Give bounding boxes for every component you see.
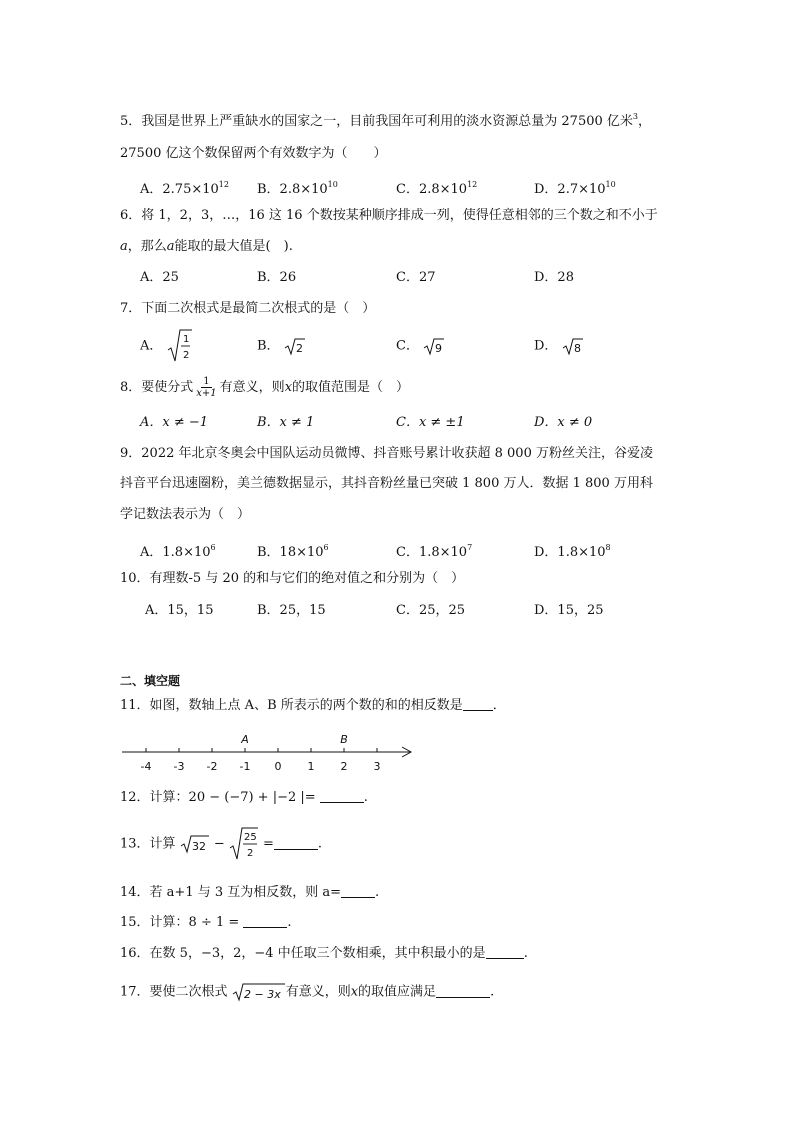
q7-option-d[interactable] [534,337,584,356]
q13-text: 13．计算 [120,836,176,852]
number-line-tick-label: 1 [307,760,315,773]
q12-end: . [363,790,368,805]
q6-line2 [120,238,293,256]
q8-option-c[interactable]: C．x ≠ ±1 [396,415,465,430]
q17-end: . [490,984,495,1000]
point-a-label: A [241,733,249,746]
q17-answer-blank[interactable] [436,984,490,998]
q5-option-a-label: A．2.75×10 [140,182,219,197]
q6-var-a: a [120,239,128,254]
q7-radicand-9: 9 [435,342,443,355]
q5-option-b-label: B．2.8×10 [257,182,328,197]
q5-text: 5．我国是世界上严重缺水的国家之一，目前我国年可利用的淡水资源总量为 27500 亿米 [120,114,633,129]
q7-option-c[interactable] [396,337,445,356]
q13-answer-blank[interactable] [274,836,318,850]
q6-text-end: 能取的最大值是( ). [174,239,293,254]
q7-radicand-8: 8 [573,342,581,355]
point-b-label: B [340,733,348,746]
q15-stem [120,914,292,932]
q9-option-c-label: C．1.8×10 [396,545,468,560]
q9-option-a[interactable] [140,539,216,562]
q7-option-d-label: D． [534,338,558,354]
q8-option-b[interactable]: B．x ≠ 1 [257,415,315,430]
q7-option-b[interactable] [257,337,306,356]
sqrt-two [284,337,306,355]
q8-frac-den: x+1 [196,388,217,399]
sqrt-nine [423,337,445,355]
number-line [118,728,418,778]
q9-option-b-label: B．18×10 [257,545,324,560]
q10-stem: 10．有理数-5 与 20 的和与它们的绝对值之和分别为（ ） [120,571,465,586]
sqrt-2-minus-3x [232,982,286,1002]
q15-text: 15．计算：8 ÷ 1 = [120,915,240,930]
q6-line1: 6．将 1，2，3，…，16 这 16 个数按某种顺序排成一列，使得任意相邻的三个数之和不小于 [120,208,658,223]
q14-stem [120,884,379,902]
q16-stem [120,945,528,963]
q5-option-d-exp: 10 [605,180,616,189]
sqrt-eight [562,337,584,355]
q7-frac-num: 1 [182,334,189,345]
q7-option-c-label: C． [396,338,419,354]
q14-answer-blank[interactable] [341,884,375,898]
q11-end: ． [492,698,506,713]
section-title: 二、填空题 [120,674,181,688]
q13-radicand: 32 [191,840,206,853]
number-line-tick-label: 3 [373,760,381,773]
sqrt-32 [180,834,210,854]
q6-option-a[interactable]: A．25 [140,270,179,285]
q16-answer-blank[interactable] [486,945,524,959]
q17-stem [120,982,494,1002]
q7-radicand-2: 2 [295,342,303,355]
q14-end: . [375,885,380,900]
q5-option-c[interactable] [396,176,477,199]
q5-option-d[interactable] [534,176,616,199]
q12-text: 12．计算：20 − (−7) + |−2 |= [120,790,316,805]
q6-text-mid: ，那么 [127,239,167,254]
q9-option-c-exp: 7 [467,543,473,552]
q9-option-c[interactable] [396,539,472,562]
q5-exponent: 3 [632,112,638,121]
number-line-tick-label: -1 [239,760,251,773]
q13-equals: = [258,836,274,852]
q12-answer-blank[interactable] [320,789,364,803]
q17-radicand: 2 − 3x [243,988,281,1001]
q5-option-b-exp: 10 [327,180,338,189]
q9-option-d-label: D．1.8×10 [534,545,606,560]
q8-stem [120,375,409,401]
q5-option-a[interactable] [140,176,229,199]
q11-stem [120,697,506,715]
q9-option-b-exp: 6 [323,543,329,552]
q5-option-c-label: C．2.8×10 [396,182,468,197]
q6-option-b[interactable]: B．26 [257,270,297,285]
q9-option-b[interactable] [257,539,329,562]
q7-option-a-label: A． [140,338,163,354]
number-line-tick-label: -3 [173,760,185,773]
q6-option-d[interactable]: D．28 [534,270,574,285]
q8-frac-num: 1 [203,376,210,387]
q8-text-start: 8．要使分式 [120,380,194,395]
q10-option-b[interactable]: B．25，15 [257,603,326,618]
q7-frac-den: 2 [182,350,189,361]
q5-option-a-exp: 12 [218,180,229,189]
q5-option-c-exp: 12 [467,180,478,189]
q9-option-d[interactable] [534,539,611,562]
q11-answer-blank[interactable] [463,697,493,711]
q9-option-a-label: A．1.8×10 [140,545,211,560]
q8-var-x: x [284,380,293,395]
sqrt-one-half [167,328,193,364]
q8-fraction [194,376,218,399]
q5-line2: 27500 亿这个数保留两个有效数字为（ ） [120,146,387,161]
q7-option-b-label: B． [257,338,280,354]
q16-text: 16．在数 5，−3，2，−4 中任取三个数相乘，其中积最小的是 [120,946,486,961]
q15-answer-blank[interactable] [243,914,287,928]
q9-line1: 9．2022 年北京冬奥会中国队运动员微博、抖音账号累计收获超 8 000 万粉丝关注，谷爱凌 [120,446,653,461]
q13-minus: − [209,836,229,852]
q13-frac-num: 25 [243,832,257,843]
q17-var-x: x [350,984,359,1000]
q13-end: . [317,836,323,852]
q10-option-a[interactable]: A．15，15 [145,603,214,618]
q8-text-mid: 有意义，则 [219,380,285,395]
q10-option-c[interactable]: C．25，25 [396,603,466,618]
q9-line3: 学记数法表示为（ ） [120,507,251,522]
q13-frac-den: 2 [246,848,254,859]
q5-comma: ， [638,114,652,129]
q12-stem [120,789,368,807]
q9-option-d-exp: 8 [605,543,611,552]
q15-end: . [287,915,292,930]
q5-option-d-label: D．2.7×10 [534,182,606,197]
q11-text: 11．如图，数轴上点 A、B 所表示的两个数的和的相反数是 [120,698,463,713]
q6-var-a2: a [166,239,175,254]
number-line-tick-label: 0 [274,760,282,773]
q16-end: . [523,946,528,961]
q13-stem [120,826,322,863]
number-line-tick-label: -2 [206,760,218,773]
sqrt-25-over-2 [229,826,259,862]
number-line-tick-label: -4 [140,760,152,773]
q10-option-d[interactable]: D．15，25 [534,603,604,618]
q6-option-c[interactable]: C．27 [396,270,436,285]
q5-option-b[interactable] [257,176,338,199]
number-line-tick-label: 2 [340,760,348,773]
q8-text-end: 的取值范围是（ ） [292,380,410,395]
q9-option-a-exp: 6 [210,543,216,552]
q14-text: 14．若 a+1 与 3 互为相反数，则 a= [120,885,342,900]
q8-option-d[interactable]: D．x ≠ 0 [534,415,593,430]
q9-line2: 抖音平台迅速圈粉，美兰德数据显示，其抖音粉丝量已突破 1 800 万人．数据 1 800 万用科 [120,476,653,491]
q8-option-a[interactable]: A．x ≠ −1 [140,415,209,430]
q17-text-start: 17．要使二次根式 [120,984,228,1000]
q7-option-a[interactable] [140,328,193,364]
q17-text-end: 的取值应满足 [358,984,437,1000]
q17-text-mid: 有意义，则 [285,984,351,1000]
q5-line1 [120,108,651,131]
q7-stem: 7．下面二次根式是最简二次根式的是（ ） [120,301,376,316]
